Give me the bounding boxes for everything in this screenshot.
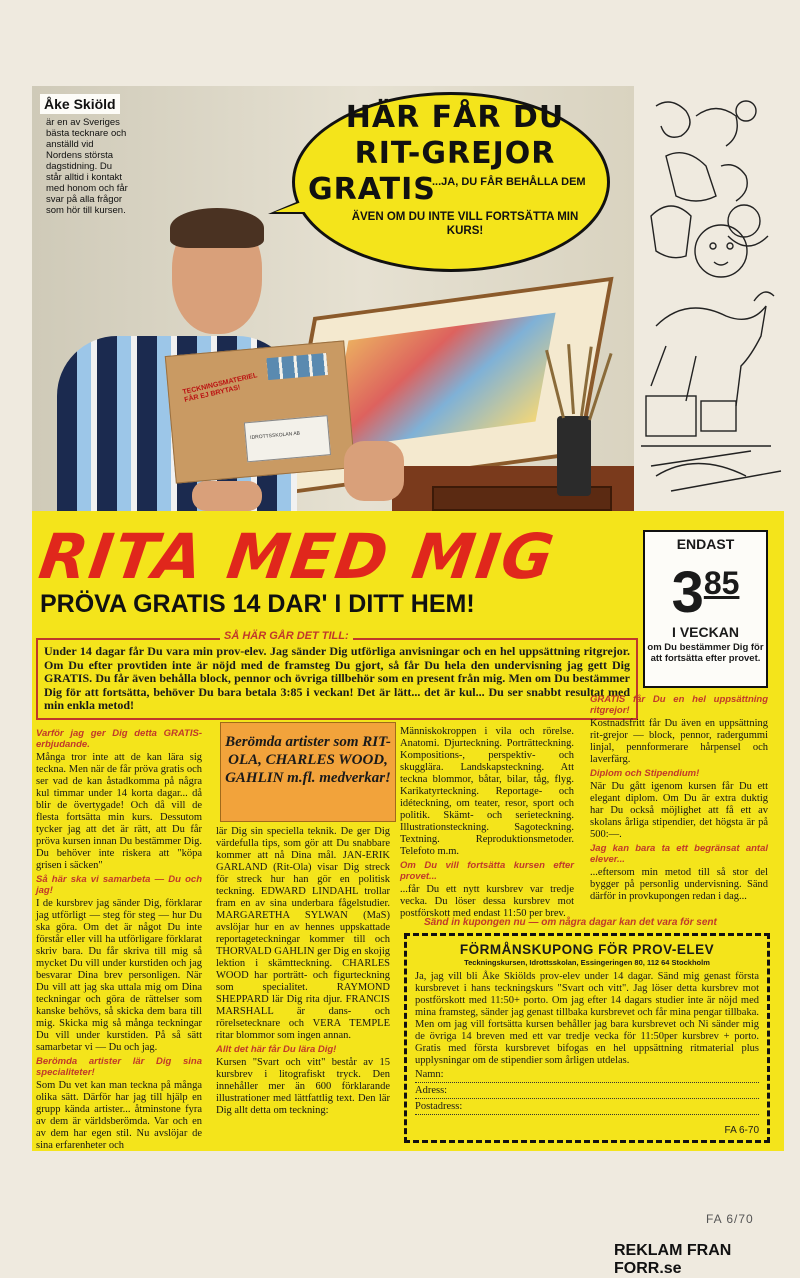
price-note: om Du bestämmer Dig för att fortsätta efter provet. [647, 642, 764, 664]
column-1 [36, 726, 202, 1152]
col4-paragraph-3: ...eftersom min metod till så stor del bygger på personlig undervisning. Sänd därför in provkupongen redan i dag... [590, 867, 768, 902]
coupon-code: FA 6-70 [724, 1125, 759, 1136]
name-field[interactable] [415, 1068, 759, 1083]
price-whole: 3 [671, 560, 704, 625]
column-2 [216, 826, 390, 1117]
address-field[interactable] [415, 1084, 759, 1099]
envelope-address: IDROTTSSKOLAN AB [249, 430, 301, 441]
col1-heading-3: Berömda artister lär Dig sina specialiteter! [36, 1056, 202, 1078]
bubble-line-2: RIT-GREJOR [354, 136, 556, 171]
col1-heading-1: Varför jag ger Dig detta GRATIS-erbjudande. [36, 728, 202, 750]
column-3 [400, 726, 574, 920]
sketch-illustrations [636, 86, 786, 511]
send-coupon-line: Sänd in kupongen nu — om några dagar kan det vara för sent [424, 917, 717, 928]
site-watermark: REKLAM FRAN FORR.se [614, 1242, 732, 1277]
price-label: ENDAST [676, 536, 735, 552]
bubble-line-3: GRATIS [308, 172, 436, 207]
coupon[interactable] [404, 933, 770, 1143]
envelope [165, 340, 355, 483]
col1-heading-2: Så här ska vi samarbeta — Du och jag! [36, 874, 202, 896]
headline: RITA MED MIG [34, 520, 560, 593]
col4-paragraph-1: Kostnadsfritt får Du även en uppsättning rit-grejor — block, pennor, radergummi linjal, pennformerare hårpensel och laverfärg. [590, 718, 768, 765]
coupon-text: Ja, jag vill bli Åke Skiölds prov-elev under 14 dagar. Sänd mig genast första kursbrevet i hans teckningskurs "Svart och vitt". Jag löser detta kursbrev mot postförskott med 11:50+ porto. Om jag efter 14 dagars studier inte är nöjd med mina framsteg, sänder jag genast tillbaka kursbrevet och får mina pengar tillbaka. Men om jag vill fortsätta kursen behåller jag bara kursbrevet och Ni sänder mig de övriga 14 breven med ett var tredje vecka för 11:50per kursbrev + porto. Gratis med första kursbrevet bifogas en hel uppsättning ritmaterial plus upplysningar om de stipendier som årligen utdelas. [415, 971, 759, 1066]
col4-heading-2: Diplom och Stipendium! [590, 768, 700, 779]
left-hand [192, 481, 262, 511]
address-label: Adress: [415, 1085, 448, 1096]
issue-code: FA 6/70 [706, 1212, 754, 1226]
price-period: I VECKAN [672, 624, 739, 640]
artist-caption [32, 86, 136, 216]
intro-box: Under 14 dagar får Du vara min prov-elev. Jag sänder Dig utförliga anvisningar och en hel uppsättning ritgrejor. Om Du efter provtiden inte är nöjd med de framsteg Du gjort, så får Du hela den undervisning jag gett Dig GRATIS. Du får även behålla block, pennor och övriga tillbehör som en present från mig. Men om Du bestämmer Dig för att fortsätta, behöver Du bara betala 3:85 i veckan! Det är lätt... det är kul... Du ser snabbt resultat med min enkla metod! [36, 638, 638, 720]
price-box [643, 530, 768, 688]
bubble-small-text-2: ÄVEN OM DU INTE VILL FORTSÄTTA MIN KURS! [351, 211, 579, 237]
col3-paragraph-2: ...får Du ett nytt kursbrev var tredje vecka. Du löser dessa kursbrev mot postförskott med endast 11:50 per brev. [400, 884, 574, 919]
sketch-figure [656, 102, 690, 137]
coupon-title: FÖRMÅNSKUPONG FÖR PROV-ELEV [459, 942, 715, 957]
price-value [645, 554, 766, 625]
intro-heading: SÅ HÄR GÅR DET TILL: [220, 630, 353, 642]
col3-paragraph-1: Människokroppen i vila och rörelse. Anatomi. Djurteckning. Porträtteckning. Kompositions-, perspektiv- och skugglära. Landskapsteckning. Att teckna blommor, båtar, bilar, tåg, flyg. Karikatyrteckning. Reportage- och idéteckning, om teater, resor, sport och politik. Skämt- och serieteckning. Illustrationsteckning. Sagoteckning. Textning. Reproduktionsmetoder. Telefoto m.m. [400, 726, 574, 857]
envelope-red-text: TECKNINGSMATERIEL FÅR EJ BRYTAS! [182, 372, 258, 404]
column-4 [590, 692, 768, 903]
bubble-small-text: ...JA, DU FÅR BEHÅLLA DEM [432, 176, 586, 188]
col1-paragraph-3: Som Du vet kan man teckna på många olika sätt. Därför har jag till hjälp en grupp kända artister... åtminstone fyra av dem är världsberömda. Var och en av dem har egen stil. Nu avslöjar de sina erfarenheter och [36, 1080, 202, 1151]
col1-paragraph-2: I de kursbrev jag sänder Dig, förklarar jag utförligt — steg för steg — hur Du ska göra. Om det är något Du inte förstår eller vill ha utförligare förklarat skriv bara. Du får skriva till mig så mycket Du vill under kurstiden och jag besvarar Dina brev personligen. När Du vill att jag ska uttala mig om Dina teckningar och göra de rättelser som kanske behövs, så skicka dem bara till mig. Skicka mig så många teckningar Du vill under kurstiden. På så sätt samarbetar vi — Du och jag. [36, 898, 202, 1053]
col3-heading-1: Om Du vill fortsätta kursen efter provet... [400, 860, 574, 882]
right-hand [344, 441, 404, 501]
man-hair [170, 208, 264, 248]
postal-label: Postadress: [415, 1101, 463, 1112]
col1-paragraph-1: Många tror inte att de kan lära sig teckna. Men när de får pröva gratis och ser vad de kan åstadkomma på några kul timmar under 14 korta dagar... då blir de övertygade! Och då vill de flesta fortsätta min kurs. Dessutom tycker jag att det är rätt, att Du får pröva kursen innan Du bestämmer Dig. Du behöver inte riskera att "köpa grisen i säcken" [36, 752, 202, 871]
col4-paragraph-2: När Du gått igenom kursen får Du ett elegant diplom. Om Du är extra duktig har Du också möjlighet att få ett av skolans årliga stipendier, det högsta är på 500:—. [590, 781, 768, 840]
famous-artists-box: Berömda artister som RIT-OLA, CHARLES WOOD, GAHLIN m.fl. medverkar! [220, 722, 396, 822]
artist-bio: är en av Sveriges bästa tecknare och anställd vid Nordens största dagstidning. Du står alltid i kontakt med honom och får svar på alla frågor som hör till kursen. [46, 117, 128, 216]
name-label: Namn: [415, 1069, 444, 1080]
col4-heading-1: GRATIS får Du en hel uppsättning ritgrejor! [590, 694, 768, 716]
col2-paragraph-2: Kursen "Svart och vitt" består av 15 kursbrev i litografiskt tryck. Den innehåller mer än 600 förklarande illustrationer med lättfattlig text. Den lär Dig allt detta om teckning: [216, 1057, 390, 1116]
subheadline: PRÖVA GRATIS 14 DAR' I DITT HEM! [40, 590, 475, 618]
col4-heading-3: Jag kan bara ta ett begränsat antal elever... [590, 843, 768, 865]
stamps [266, 353, 328, 380]
postal-field[interactable] [415, 1100, 759, 1115]
col2-paragraph-1: lär Dig sin speciella teknik. De ger Dig värdefulla tips, som gör att Du snabbare kommer att nå Dina mål. JAN-ERIK GARLAND (Rit-Ola) visar Dig streck för streck hur han gör en politisk teckning. EDWARD LINDAHL trollar fram en av sina underbara fågelstudier. MARGARETHA SYLWAN (MaS) avslöjar hur en av hennes uppskattade reportageteckningar kommer till och THORVALD GAHLIN ger Dig en skojig lektion i skämtteckning. CHARLES WOOD har porträtt- och figurteckning som specialitet. RAYMOND SHEPPARD lär Dig rita djur. FRANCIS MARSHALL är dans- och rörelsetecknare och VERA TEMPLE ritar blommor som ingen annan. [216, 826, 390, 1041]
brush-jar [557, 416, 591, 496]
envelope-label [244, 415, 331, 462]
coupon-address: Teckningskursen, Idrottsskolan, Essingeringen 80, 112 64 Stockholm [464, 958, 710, 967]
col2-heading-1: Allt det här får Du lära Dig! [216, 1044, 337, 1055]
price-cents: 85 [703, 565, 740, 601]
artist-name: Åke Skiöld [40, 94, 120, 114]
bubble-line-1: HÄR FÅR DU [345, 100, 565, 135]
sketches-svg [636, 86, 786, 511]
sketch-horse [651, 306, 766, 406]
